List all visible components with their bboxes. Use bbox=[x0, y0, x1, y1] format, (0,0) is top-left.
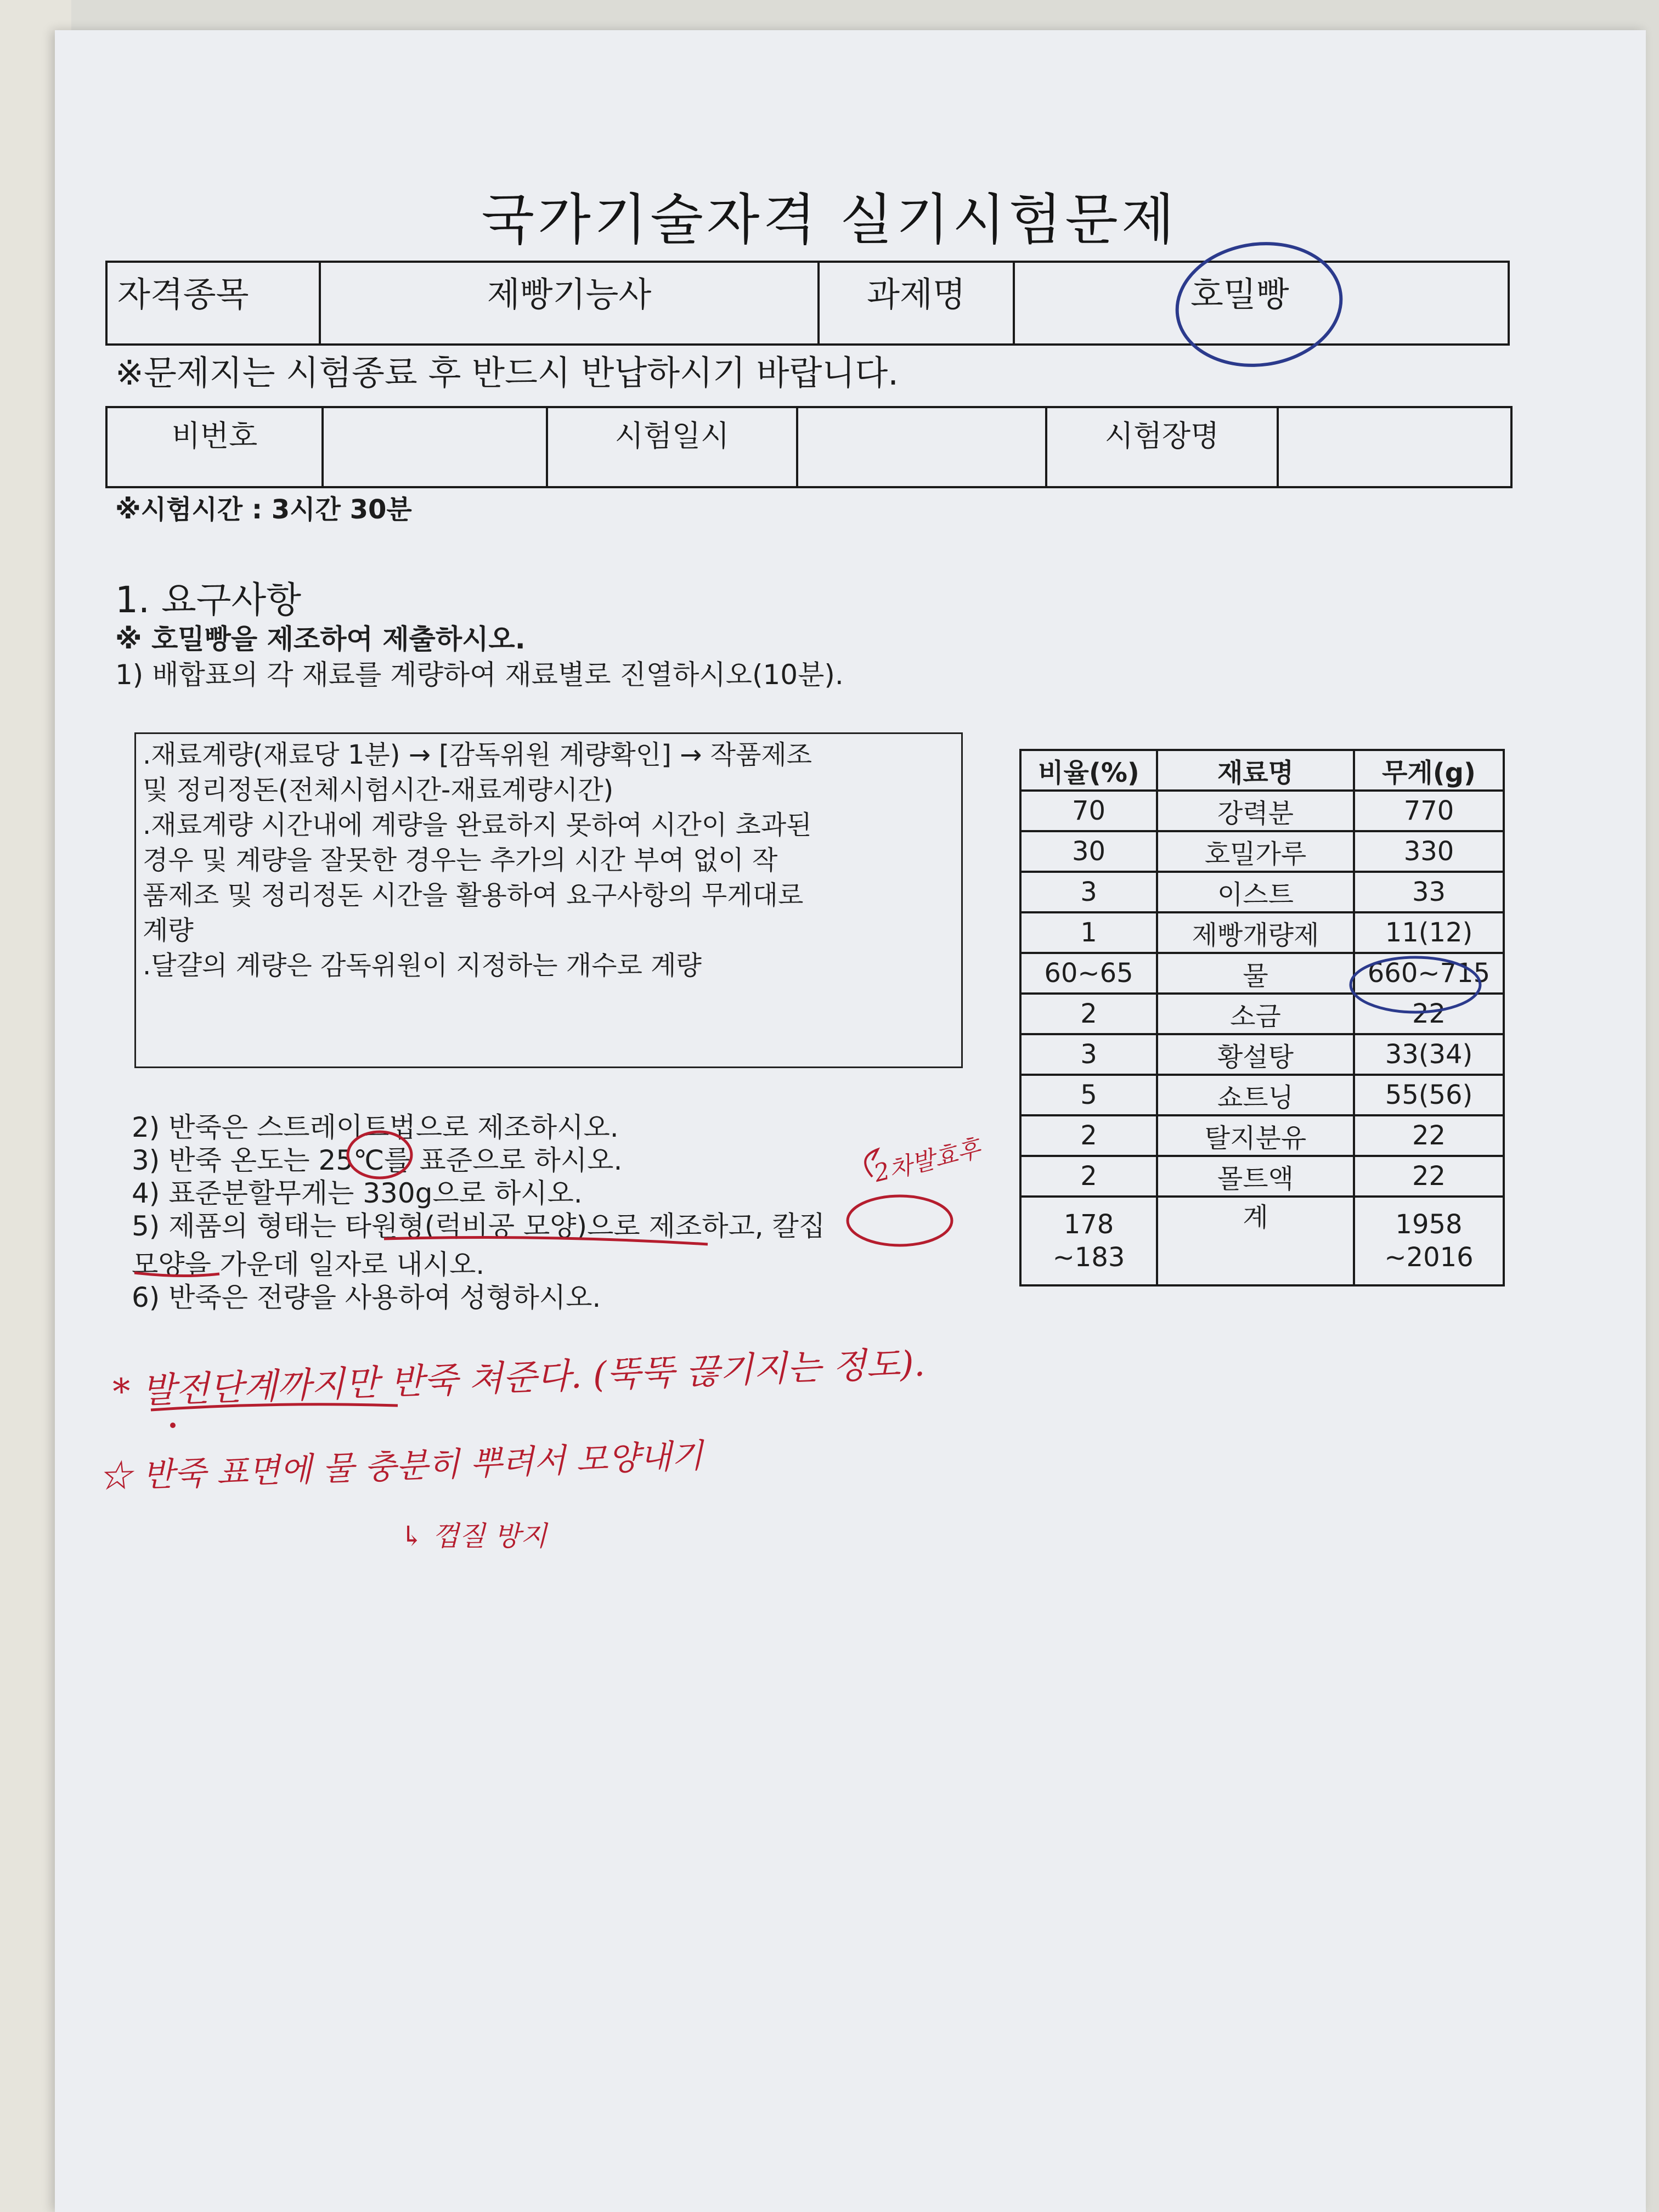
ingredient-cell: 제빵개량제 bbox=[1157, 912, 1354, 953]
place-label-cell bbox=[1046, 407, 1278, 487]
date-value-cell bbox=[797, 407, 1046, 487]
ingredient-cell: 쇼트닝 bbox=[1157, 1075, 1354, 1115]
weight-cell: 330 bbox=[1354, 831, 1504, 872]
time-notice: ※시험시간 : 3시간 30분 bbox=[115, 494, 412, 525]
weight-cell: 33 bbox=[1354, 872, 1504, 912]
box-line: .달걀의 계량은 감독위원이 지정하는 개수로 계량 bbox=[143, 950, 702, 981]
section-heading: 1. 요구사항 bbox=[115, 579, 301, 621]
ingredient-cell: 소금 bbox=[1157, 994, 1354, 1034]
table-row bbox=[1020, 1156, 1504, 1197]
requirement-item-5: 5) 제품의 형태는 타원형(럭비공 모양)으로 제조하고, 칼집 bbox=[132, 1210, 826, 1242]
header-table bbox=[105, 261, 1510, 346]
handwritten-note-kneading: * 발전단계까지만 반죽 쳐준다. (뚝뚝 끊기지는 정도). bbox=[112, 1344, 926, 1413]
field-value-cell bbox=[320, 262, 819, 345]
page-title: 국가기술자격 실기시험문제 bbox=[481, 188, 1178, 252]
header-ratio: 비율(%) bbox=[1020, 750, 1157, 791]
total-ratio-cell bbox=[1020, 1197, 1157, 1285]
handwritten-note-water: ☆ 반죽 표면에 물 충분히 뿌려서 모양내기 bbox=[98, 1436, 704, 1497]
task-value: 호밀빵 bbox=[1190, 274, 1289, 314]
weight-cell: 33(34) bbox=[1354, 1034, 1504, 1075]
ratio-cell: 2 bbox=[1020, 994, 1157, 1034]
ratio-cell: 2 bbox=[1020, 1156, 1157, 1197]
requirement-item-3: 3) 반죽 온도는 25℃를 표준으로 하시오. bbox=[132, 1144, 623, 1176]
place-label: 시험장명 bbox=[1104, 419, 1220, 453]
field-value: 제빵기능사 bbox=[487, 274, 652, 314]
info-table bbox=[105, 406, 1513, 488]
ingredient-cell: 호밀가루 bbox=[1157, 831, 1354, 872]
requirement-item-6: 6) 반죽은 전량을 사용하여 성형하시오. bbox=[132, 1282, 601, 1313]
id-label: 비번호 bbox=[171, 419, 258, 453]
handwritten-note-crust: ↳ 껍질 방지 bbox=[400, 1520, 547, 1552]
total-weight-max: ~2016 bbox=[1384, 1242, 1474, 1273]
return-notice: ※문제지는 시험종료 후 반드시 반납하시기 바랍니다. bbox=[115, 353, 899, 393]
table-row bbox=[1020, 1034, 1504, 1075]
table-row bbox=[1020, 791, 1504, 831]
ratio-cell: 1 bbox=[1020, 912, 1157, 953]
ingredients-table bbox=[1019, 749, 1505, 1286]
table-row bbox=[1020, 994, 1504, 1034]
table-header-row bbox=[1020, 750, 1504, 791]
box-line: .재료계량 시간내에 계량을 완료하지 못하여 시간이 초과된 bbox=[143, 810, 812, 840]
field-label-cell bbox=[106, 262, 320, 345]
ratio-cell: 60~65 bbox=[1020, 953, 1157, 994]
requirement-item-2: 2) 반죽은 스트레이트법으로 제조하시오. bbox=[132, 1111, 619, 1143]
ratio-cell: 70 bbox=[1020, 791, 1157, 831]
field-label: 자격종목 bbox=[117, 274, 249, 314]
weight-cell: 770 bbox=[1354, 791, 1504, 831]
ingredient-cell: 물 bbox=[1157, 953, 1354, 994]
box-line: 경우 및 계량을 잘못한 경우는 추가의 시간 부여 없이 작 bbox=[143, 845, 778, 876]
table-row bbox=[1020, 1115, 1504, 1156]
total-ratio-min: 178 bbox=[1063, 1209, 1114, 1240]
weighing-notes-box bbox=[134, 732, 963, 1068]
ingredient-cell: 탈지분유 bbox=[1157, 1115, 1354, 1156]
box-line: 계량 bbox=[143, 915, 194, 946]
handwritten-note-proof: 2차발효후 bbox=[871, 1134, 984, 1188]
task-label-cell bbox=[819, 262, 1014, 345]
weight-cell: 22 bbox=[1354, 1156, 1504, 1197]
total-weight-min: 1958 bbox=[1395, 1209, 1463, 1240]
ratio-cell: 5 bbox=[1020, 1075, 1157, 1115]
task-label: 과제명 bbox=[867, 274, 966, 314]
box-line: 품제조 및 정리정돈 시간을 활용하여 요구사항의 무게대로 bbox=[143, 880, 804, 911]
box-line: 및 정리정돈(전체시험시간-재료계량시간) bbox=[143, 775, 614, 805]
requirement-item-4: 4) 표준분할무게는 330g으로 하시오. bbox=[132, 1177, 583, 1209]
table-row bbox=[1020, 953, 1504, 994]
ingredient-cell: 이스트 bbox=[1157, 872, 1354, 912]
total-weight-cell bbox=[1354, 1197, 1504, 1285]
weight-cell: 22 bbox=[1354, 994, 1504, 1034]
weight-cell: 11(12) bbox=[1354, 912, 1504, 953]
table-row bbox=[1020, 831, 1504, 872]
id-label-cell bbox=[106, 407, 323, 487]
date-label-cell bbox=[547, 407, 797, 487]
table-row bbox=[1020, 872, 1504, 912]
id-value-cell bbox=[323, 407, 547, 487]
ratio-cell: 3 bbox=[1020, 872, 1157, 912]
total-ratio-max: ~183 bbox=[1052, 1242, 1125, 1273]
ratio-cell: 3 bbox=[1020, 1034, 1157, 1075]
header-ingredient: 재료명 bbox=[1157, 750, 1354, 791]
table-row bbox=[1020, 912, 1504, 953]
ingredient-cell: 강력분 bbox=[1157, 791, 1354, 831]
weight-cell: 22 bbox=[1354, 1115, 1504, 1156]
ratio-cell: 2 bbox=[1020, 1115, 1157, 1156]
table-row bbox=[1020, 1075, 1504, 1115]
section-instruction: ※ 호밀빵을 제조하여 제출하시오. bbox=[115, 623, 526, 655]
box-line: .재료계량(재료당 1분) → [감독위원 계량확인] → 작품제조 bbox=[143, 740, 812, 770]
total-label-cell: 계 bbox=[1157, 1197, 1354, 1285]
task-value-cell bbox=[1014, 262, 1509, 345]
requirement-item-1: 1) 배합표의 각 재료를 계량하여 재료별로 진열하시오(10분). bbox=[115, 659, 844, 691]
ingredient-cell: 몰트액 bbox=[1157, 1156, 1354, 1197]
requirement-item-5-cont: 모양을 가운데 일자로 내시오. bbox=[132, 1249, 485, 1280]
ratio-cell: 30 bbox=[1020, 831, 1157, 872]
place-value-cell bbox=[1278, 407, 1511, 487]
total-row bbox=[1020, 1197, 1504, 1285]
ingredient-cell: 황설탕 bbox=[1157, 1034, 1354, 1075]
weight-cell: 55(56) bbox=[1354, 1075, 1504, 1115]
header-weight: 무게(g) bbox=[1354, 750, 1504, 791]
date-label: 시험일시 bbox=[614, 419, 730, 453]
weight-cell: 660~715 bbox=[1354, 953, 1504, 994]
